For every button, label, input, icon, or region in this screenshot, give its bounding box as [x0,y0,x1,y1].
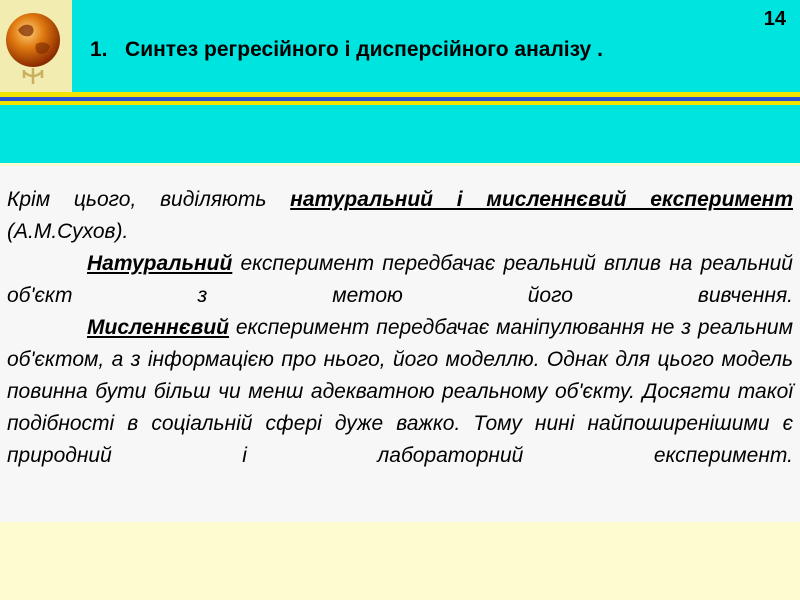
title-number: 1. [90,38,108,61]
text-span: (А.М.Сухов). [7,220,129,243]
logo-panel [0,0,72,92]
body-text [7,184,793,472]
paragraph [7,248,793,312]
globe-logo-icon [0,0,72,92]
slide-header [0,0,800,92]
slide-number: 14 [763,8,786,30]
header-band [0,105,800,163]
text-span: Крім цього, виділяють [7,188,291,211]
highlight-term: натуральний і мисленнєвий експеримент [290,188,793,211]
slide-title [90,38,603,62]
text-span: експеримент передбачає маніпулювання не з реальним об'єктом, а з інформацією про нього, його моделлю. Однак для цього модель повинна бути більш чи менш адекватною реальному об'єкту. Досягти такої подібності в соціальній сфері дуже важко. Тому нині найпоширенішими є природний і лабораторний експеримент. [7,316,793,467]
paragraph [7,184,793,248]
highlight-term: Мисленнєвий [87,316,229,339]
highlight-term: Натуральний [87,252,233,275]
text-span: експеримент передбачає реальний вплив на реальний об'єкт з метою його вивчення. [7,252,793,307]
title-text: Синтез регресійного і дисперсійного аналізу . [125,38,603,61]
paragraph [7,312,793,472]
